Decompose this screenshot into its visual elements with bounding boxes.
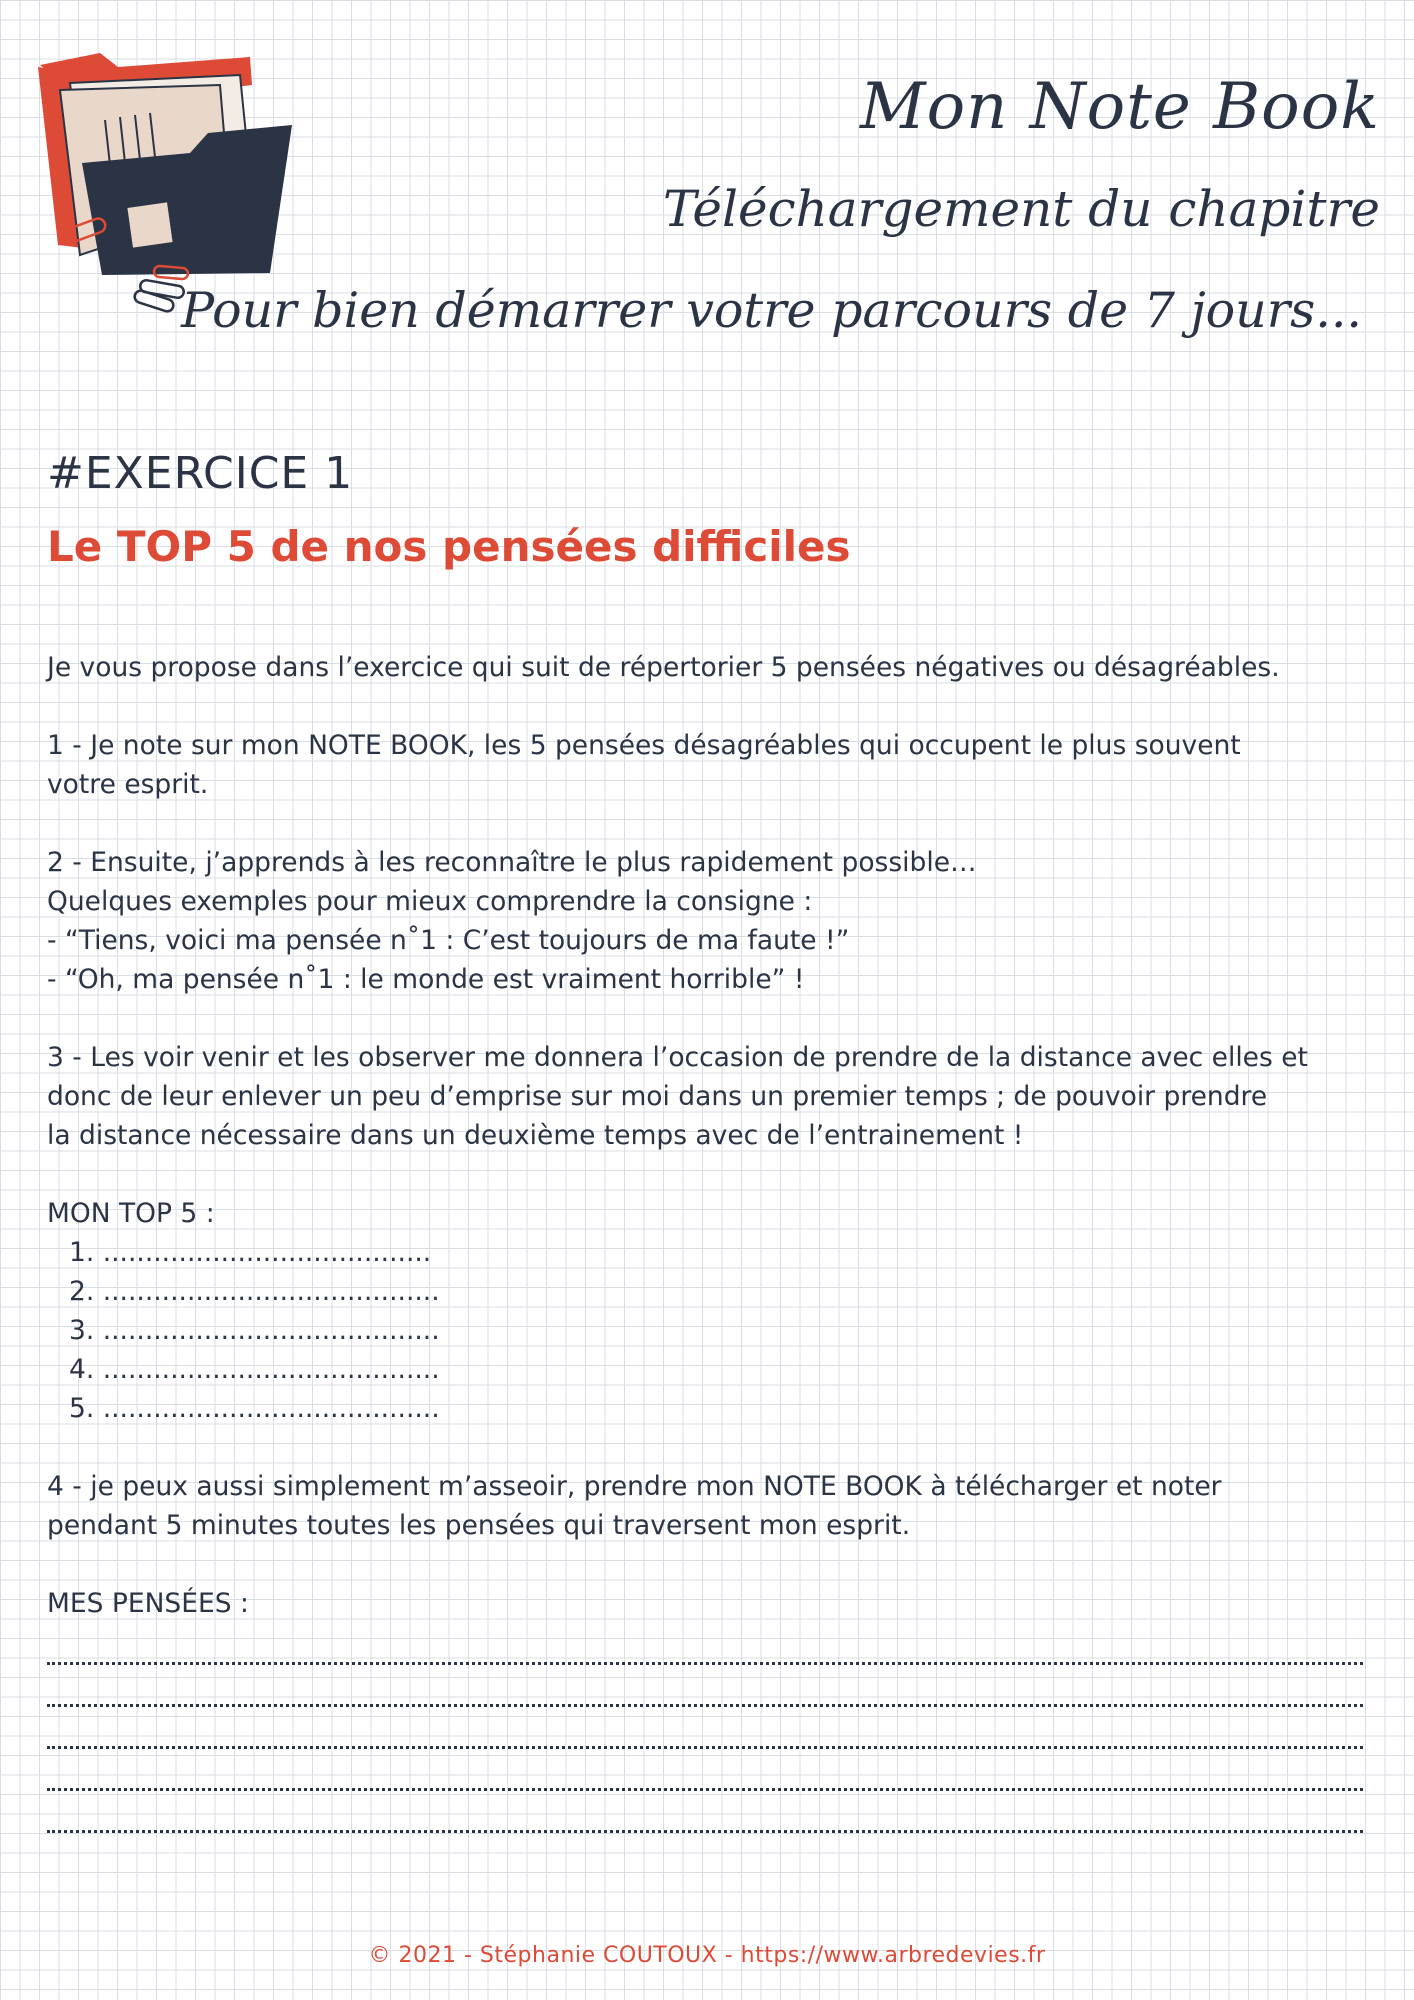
example-line: - “Oh, ma pensée n˚1 : le monde est vraiment horrible” ! — [47, 964, 805, 995]
step-3-line: la distance nécessaire dans un deuxième temps avec de l’entrainement ! — [47, 1120, 1024, 1151]
page-title: Mon Note Book — [860, 70, 1380, 144]
step-2-line: 2 - Ensuite, j’apprends à les reconnaître le plus rapidement possible… — [47, 847, 977, 878]
page-tagline: Pour bien démarrer votre parcours de 7 jours... — [181, 282, 1362, 339]
step-4-line: pendant 5 minutes toutes les pensées qui traversent mon esprit. — [47, 1510, 911, 1541]
thought-line-3[interactable] — [47, 1714, 1363, 1749]
step-3-line: 3 - Les voir venir et les observer me donnera l’occasion de prendre de la distance avec elles et — [47, 1042, 1308, 1073]
step-4-line: 4 - je peux aussi simplement m’asseoir, prendre mon NOTE BOOK à télécharger et noter — [47, 1471, 1222, 1502]
top5-item-3[interactable]: 3. ........................................ — [69, 1315, 440, 1346]
exercise-label: #EXERCICE 1 — [47, 448, 354, 499]
top5-list — [47, 1233, 1377, 1428]
intro-paragraph: Je vous propose dans l’exercice qui suit de répertorier 5 pensées négatives ou désagréables. — [47, 652, 1280, 683]
step-1-line: votre esprit. — [47, 769, 209, 800]
thought-line-2[interactable] — [47, 1672, 1363, 1707]
top5-item-5[interactable]: 5. ........................................ — [69, 1393, 440, 1424]
thought-line-5[interactable] — [47, 1798, 1363, 1833]
step-1-line: 1 - Je note sur mon NOTE BOOK, les 5 pensées désagréables qui occupent le plus souvent — [47, 730, 1241, 761]
top5-item-4[interactable]: 4. ........................................ — [69, 1354, 440, 1385]
thoughts-heading: MES PENSÉES : — [47, 1588, 249, 1619]
top5-item-2[interactable]: 2. ........................................ — [69, 1276, 440, 1307]
example-line: - “Tiens, voici ma pensée n˚1 : C’est toujours de ma faute !” — [47, 925, 850, 956]
thought-line-1[interactable] — [47, 1630, 1363, 1665]
footer-copyright: © 2021 - Stéphanie COUTOUX - https://www.arbredevies.fr — [368, 1943, 1046, 1968]
thought-line-4[interactable] — [47, 1756, 1363, 1791]
step-2-line: Quelques exemples pour mieux comprendre la consigne : — [47, 886, 813, 917]
page-subtitle: Téléchargement du chapitre — [662, 180, 1380, 238]
top5-item-1[interactable]: 1. ....................................... — [69, 1237, 432, 1268]
folder-illustration — [30, 45, 310, 315]
top5-heading: MON TOP 5 : — [47, 1198, 215, 1229]
step-3-line: donc de leur enlever un peu d’emprise sur moi dans un premier temps ; de pouvoir prendre — [47, 1081, 1268, 1112]
exercise-body — [47, 648, 1377, 1833]
exercise-title: Le TOP 5 de nos pensées difficiles — [47, 522, 851, 571]
